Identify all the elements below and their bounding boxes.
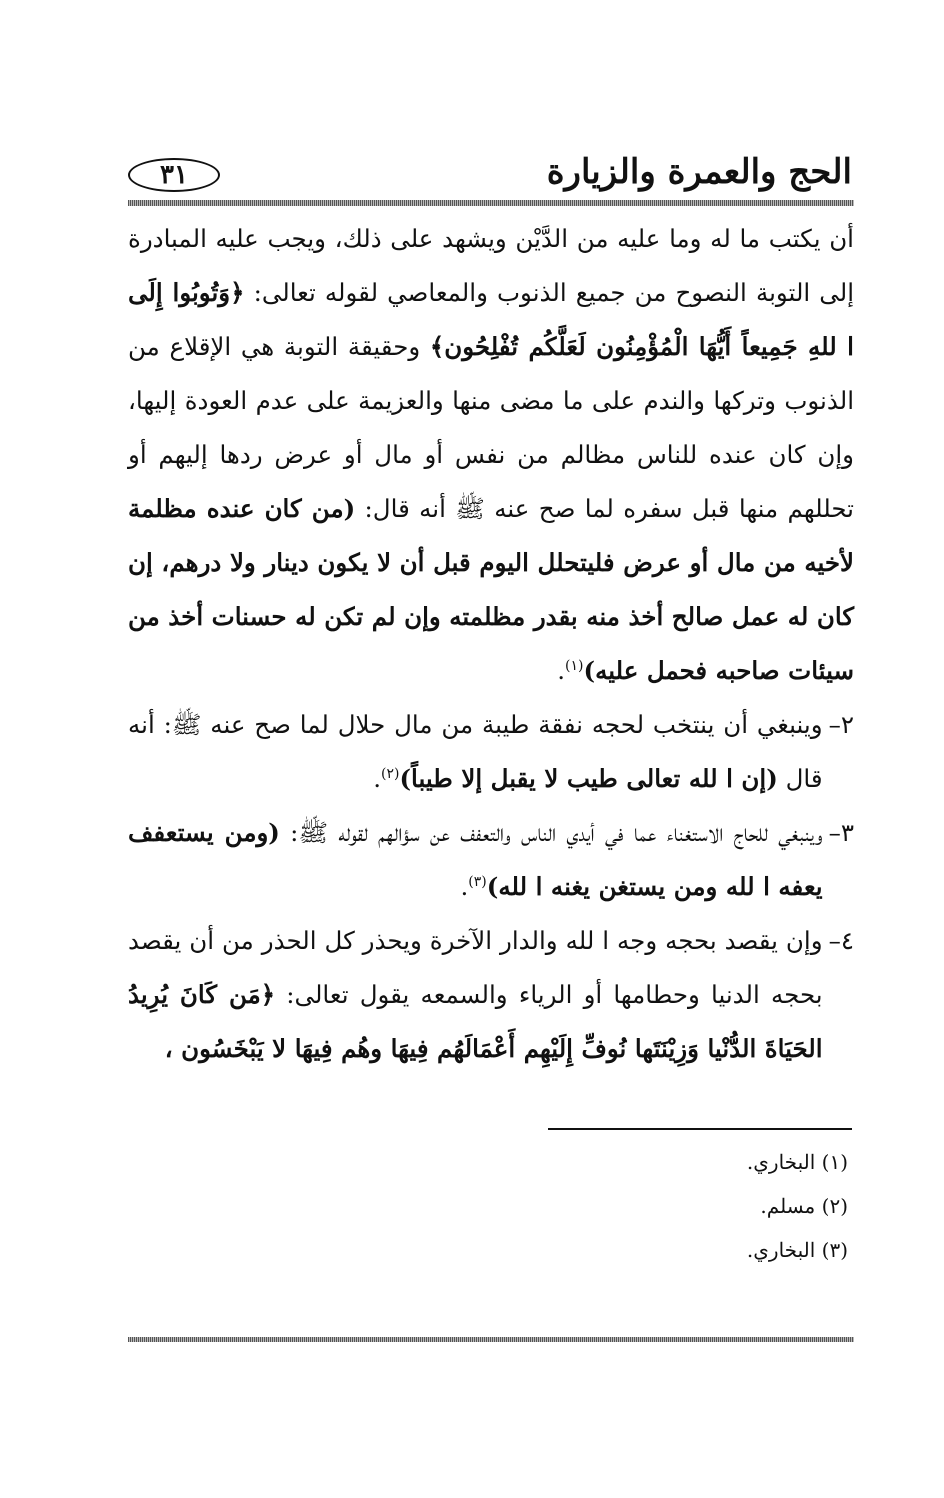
list-item-3 — [128, 806, 854, 914]
footnote-3: (٣) البخاري. — [746, 1238, 848, 1262]
hadith-3: (ومن يستعفف يعفه ا لله ومن يستغن يغنه ا لله) — [128, 818, 823, 901]
footnote-ref-2: (٢) — [381, 765, 400, 782]
running-title: الحج والعمرة والزيارة — [546, 152, 852, 192]
item-4-text: وإن يقصد بحجه وجه ا لله والدار الآخرة ويحذر كل الحذر من أن يقصد بحجه الدنيا وحطامها أو الرياء والسمعه يقول تعالى: — [128, 926, 823, 1009]
footnote-ref-1: (١) — [565, 657, 584, 674]
item-3-end: . — [460, 872, 469, 901]
paragraph-1-text-a: أن يكتب ما له وما عليه من الدَّيْن ويشهد على ذلك، ويجب عليه المبادرة إلى التوبة النصوح من جميع الذنوب والمعاصي لقوله تعالى: — [128, 224, 855, 307]
item-number-4: ٤– — [828, 926, 854, 955]
list-item-4 — [128, 914, 854, 1076]
list-item-2 — [128, 698, 854, 806]
hadith-1: (من كان عنده مظلمة لأخيه من مال أو عرض فليتحلل اليوم قبل أن لا يكون دينار ولا درهم، إن كان له عمل صالح أخذ منه بقدر مظلمته وإن لم تكن له حسنات أخذ من سيئات صاحبه فحمل عليه) — [128, 494, 854, 685]
page-number: ٣١ — [128, 158, 220, 192]
paragraph-1-text-b: وحقيقة التوبة هي الإقلاع من الذنوب وتركها والندم على ما مضى منها والعزيمة على عدم العودة إليها، وإن كان عنده للناس مظالم من نفس أو مال أو عرض ردها إليهم أو تحللهم منها قبل سفره لما صح عنه ﷺ أنه قال: — [128, 332, 854, 523]
page-header — [128, 150, 852, 196]
footnote-2: (٢) مسلم. — [760, 1194, 848, 1218]
paragraph-1-end: . — [557, 656, 566, 685]
paragraph-1 — [128, 212, 854, 698]
footnote-separator — [548, 1128, 852, 1130]
hadith-2: (إن ا لله تعالى طيب لا يقبل إلا طيباً) — [399, 764, 778, 793]
footnote-ref-3: (٣) — [468, 873, 487, 890]
body-text — [128, 212, 854, 1076]
footnotes — [747, 1140, 848, 1272]
item-2-end: . — [373, 764, 381, 793]
item-number-3: ٣– — [828, 818, 854, 847]
item-number-2: ٢– — [828, 710, 854, 739]
item-2-text: وينبغي أن ينتخب لحجه نفقة طيبة من مال حلال لما صح عنه ﷺ: أنه قال — [128, 710, 823, 793]
footnote-1: (١) البخاري. — [746, 1150, 848, 1174]
item-body-3 — [128, 806, 823, 914]
header-divider — [128, 200, 854, 206]
footer-divider — [128, 1337, 854, 1342]
item-body-4 — [128, 914, 823, 1076]
quran-verse-1: ﴿وَتُوبُوا إِلَى ا للهِ جَمِيعاً أَيُّهَا الْمُؤْمِنُون لَعَلَّكُم تُفْلِحُون﴾ — [128, 278, 854, 361]
quran-verse-2: ﴿مَن كَانَ يُرِيدُ الحَيَاةَ الدُّنْيا وَزِيْنَتَها نُوفِّ إِلَيْهِم أَعْمَالَهُم فِيهَا وهُم فِيهَا لا يَبْخَسُون ، — [128, 980, 823, 1063]
item-3-text: وينبغي للحاج الاستغناء عما في أيدي الناس والتعفف عن سؤالهم لقوله ﷺ: — [279, 818, 823, 847]
item-body-2 — [128, 698, 823, 806]
